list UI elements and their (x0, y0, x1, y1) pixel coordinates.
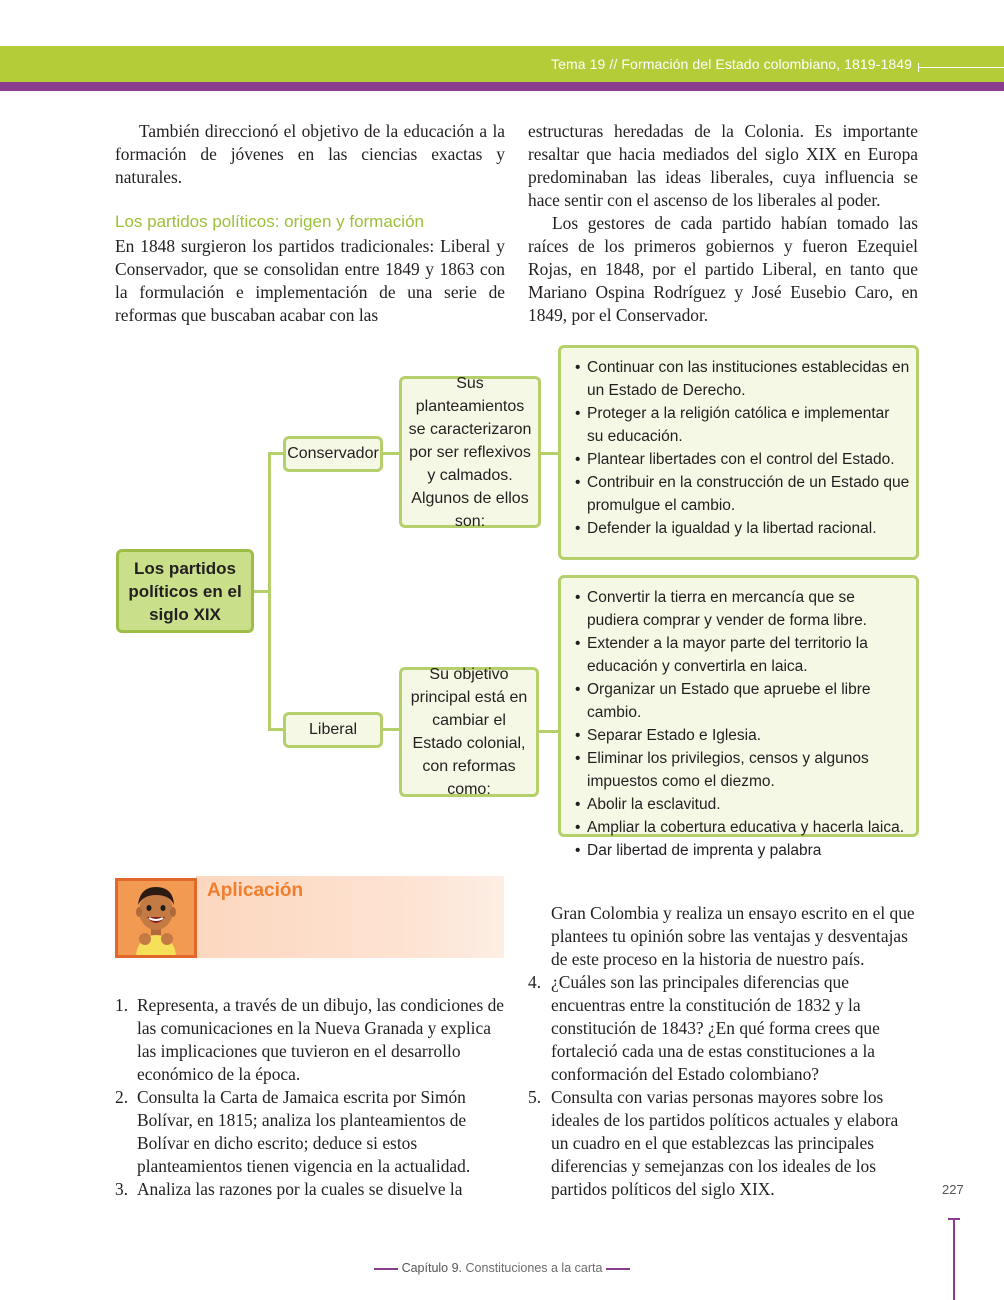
list-item (528, 1086, 918, 1201)
item-number: 2. (115, 1087, 129, 1107)
header-rule (918, 67, 1004, 68)
student-avatar (115, 878, 197, 958)
list-item: • Defender la igualdad y la libertad racional. (575, 517, 910, 540)
conservador-list-box (558, 345, 919, 560)
list-item: • Dar libertad de imprenta y palabra (575, 839, 910, 862)
page-number: 227 (942, 1182, 964, 1197)
conservador-box: Conservador (283, 436, 383, 472)
list-item: • Ampliar la cobertura educativa y hacerla laica. (575, 816, 910, 839)
connector-liberal-desc (382, 728, 400, 731)
item-text: ¿Cuáles son las principales diferencias que encuentras entre la constitución de 1832 y la constitución de 1843? ¿En qué forma crees que fortaleció cada una de estas constituciones a la conformación del Estado colombiano? (551, 972, 880, 1084)
child-illustration-icon (118, 881, 194, 955)
conservador-list (575, 356, 910, 540)
connector-conservador-list (539, 452, 559, 455)
list-item: • Continuar con las instituciones establecidas en un Estado de Derecho. (575, 356, 910, 402)
list-item: • Convertir la tierra en mercancía que se pudiera comprar y vender de forma libre. (575, 586, 910, 632)
connector-liberal (268, 728, 284, 731)
header-stripe (0, 82, 1004, 91)
list-item (528, 971, 918, 1086)
intro-paragraph-4: Los gestores de cada partido habían tomado las raíces de los primeros gobiernos y fueron Ezequiel Rojas, en 1848, por el partido Liberal, en tanto que Mariano Ospina Rodríguez y José Eusebio Caro, en 1849, por el Conservador. (528, 213, 918, 325)
list-item: • Proteger a la religión católica e implementar su educación. (575, 402, 910, 448)
footer-chapter-label: Capítulo 9. (401, 1261, 463, 1275)
liberal-list-box (558, 575, 919, 859)
connector-conservador (268, 452, 284, 455)
footer-rule-right (606, 1268, 630, 1270)
footer-rule-left (374, 1268, 398, 1270)
liberal-box: Liberal (283, 712, 383, 748)
aplicacion-list-right (528, 902, 918, 971)
footer-chapter-title: Constituciones a la carta (465, 1261, 603, 1275)
intro-paragraph-3: estructuras heredadas de la Colonia. Es importante resaltar que hacia mediados del siglo XIX en Europa predominaban las ideas liberales, cuya influencia se hace sentir con el ascenso de los liberales al poder. (528, 121, 918, 210)
item-text: Representa, a través de un dibujo, las condiciones de las comunicaciones en la Nueva Granada y explica las implicaciones que tuvieron en el desarrollo económico de la época. (137, 995, 505, 1084)
list-item: • Abolir la esclavitud. (575, 793, 910, 816)
item-text: Consulta la Carta de Jamaica escrita por Simón Bolívar, en 1815; analiza los planteamientos de Bolívar en dicho escrito; deduce si estos planteamientos tienen vigencia en la actualidad. (137, 1087, 471, 1176)
list-item: • Eliminar los privilegios, censos y algunos impuestos como el diezmo. (575, 747, 910, 793)
item-text: Consulta con varias personas mayores sobre los ideales de los partidos políticos actuales y elabora un cuadro en el que establezcas las principales diferencias y semejanzas con los ideales de los partidos políticos del siglo XIX. (551, 1087, 899, 1199)
side-marker-line (953, 1220, 955, 1300)
concept-root-box: Los partidos políticos en el siglo XIX (116, 549, 254, 633)
list-item: • Plantear libertades con el control del Estado. (575, 448, 910, 471)
conservador-description-box: Sus planteamientos se caracterizaron por ser reflexivos y calmados. Algunos de ellos son: (399, 376, 541, 528)
intro-paragraph-2: En 1848 surgieron los partidos tradicionales: Liberal y Conservador, que se consolidan entre 1849 y 1863 con la formulación e implementación de una serie de reformas que buscaban acabar con las (115, 236, 505, 325)
connector-vertical (268, 452, 271, 730)
list-item: • Separar Estado e Iglesia. (575, 724, 910, 747)
item-3-continued: Gran Colombia y realiza un ensayo escrito en el que plantees tu opinión sobre las ventajas y desventajas de este proceso en la historia de nuestro país. (551, 903, 915, 969)
list-item (115, 994, 505, 1086)
item-number: 4. (528, 972, 542, 992)
section-heading: Los partidos políticos: origen y formación (115, 212, 424, 231)
footer (0, 1261, 1004, 1275)
item-number: 5. (528, 1087, 542, 1107)
liberal-list (575, 586, 910, 862)
list-item (115, 1178, 505, 1201)
item-number: 3. (115, 1179, 129, 1199)
header-title: Tema 19 // Formación del Estado colombiano, 1819-1849 (551, 56, 912, 72)
liberal-description-box: Su objetivo principal está en cambiar el Estado colonial, con reformas como: (399, 667, 539, 797)
item-text: Analiza las razones por la cuales se disuelve la (137, 1179, 463, 1199)
list-item: • Organizar un Estado que apruebe el libre cambio. (575, 678, 910, 724)
aplicacion-list-left (115, 994, 505, 1201)
aplicacion-list-right-items (528, 971, 918, 1201)
connector-conservador-desc (382, 452, 400, 455)
connector-liberal-list (537, 730, 559, 733)
item-number: 1. (115, 995, 129, 1015)
intro-paragraph-1: También direccionó el objetivo de la educación a la formación de jóvenes en las ciencias exactas y naturales. (115, 121, 505, 187)
list-item (115, 1086, 505, 1178)
list-item: • Extender a la mayor parte del territorio la educación y convertirla en laica. (575, 632, 910, 678)
list-item: • Contribuir en la construcción de un Estado que promulgue el cambio. (575, 471, 910, 517)
aplicacion-title: Aplicación (207, 880, 304, 901)
